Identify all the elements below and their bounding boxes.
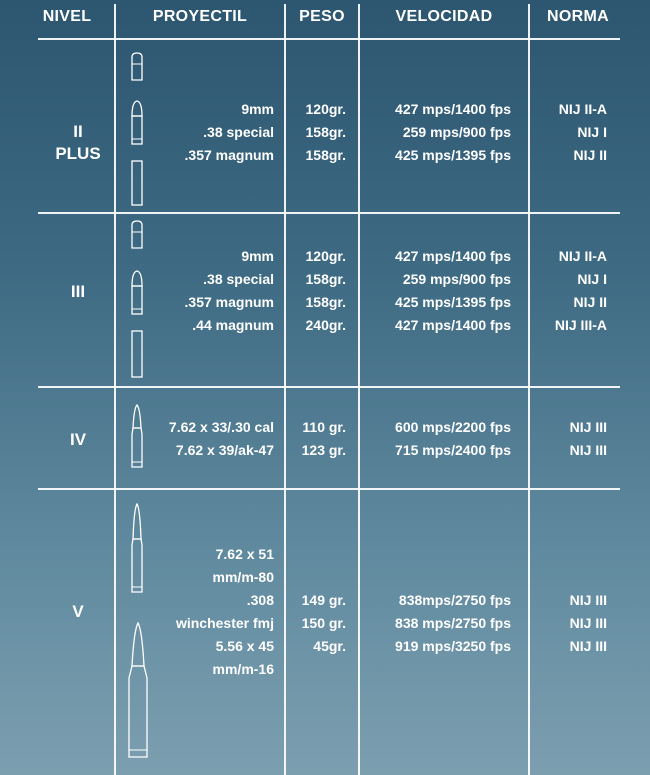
norma-value: NIJ II-A (558, 248, 607, 264)
velocidad-cell (360, 589, 511, 658)
peso-value: 240gr. (305, 317, 346, 333)
proyectil-value: .357 magnum (184, 147, 274, 163)
velocidad-value: 427 mps/1400 fps (395, 317, 511, 333)
peso-value: 158gr. (305, 147, 346, 163)
peso-value: 158gr. (305, 124, 346, 140)
proyectil-value: 9mm (241, 101, 274, 117)
norma-value: NIJ III (569, 638, 607, 654)
peso-value: 158gr. (305, 294, 346, 310)
proyectil-value: .308 (246, 592, 274, 608)
peso-cell (286, 98, 346, 167)
nivel-label: IV (69, 430, 87, 449)
header-norma: NORMA (547, 8, 609, 25)
header-nivel: NIVEL (42, 8, 92, 25)
nivel-label: V (72, 602, 84, 621)
proyectil-cell (130, 98, 274, 167)
row-divider (38, 488, 620, 490)
velocidad-value: 715 mps/2400 fps (395, 442, 511, 458)
peso-value: 150 gr. (301, 615, 346, 631)
norma-cell (530, 98, 607, 167)
proyectil-value: 5.56 x 45 (215, 638, 274, 654)
peso-value: 120gr. (305, 101, 346, 117)
proyectil-value: .38 special (203, 124, 274, 140)
proyectil-value: .44 magnum (192, 317, 274, 333)
pistol-case-icon (130, 52, 144, 82)
peso-value: 123 gr. (301, 442, 346, 458)
long-rifle-cartridge-icon (129, 503, 145, 595)
peso-cell (286, 589, 346, 658)
nivel-label: II (73, 122, 83, 141)
proyectil-value: 7.62 x 51 (215, 546, 274, 562)
row-divider (38, 38, 620, 40)
peso-cell (286, 416, 346, 462)
velocidad-value: 259 mps/900 fps (402, 271, 511, 287)
norma-value: NIJ II (573, 147, 607, 163)
velocidad-value: 259 mps/900 fps (402, 124, 511, 140)
column-divider (114, 4, 116, 775)
norma-cell (530, 245, 607, 337)
norma-value: NIJ I (577, 124, 607, 140)
proyectil-value: 7.62 x 39/ak-47 (175, 442, 274, 458)
peso-value: 149 gr. (301, 592, 346, 608)
velocidad-value: 427 mps/1400 fps (395, 101, 511, 117)
proyectil-value: 7.62 x 33/.30 cal (168, 419, 274, 435)
norma-value: NIJ I (577, 271, 607, 287)
norma-value: NIJ III (569, 615, 607, 631)
velocidad-cell (360, 416, 511, 462)
velocidad-value: 838 mps/2750 fps (395, 615, 511, 631)
norma-cell (530, 416, 607, 462)
nivel-iv (38, 429, 118, 451)
velocidad-cell (360, 245, 511, 337)
velocidad-value: 427 mps/1400 fps (395, 248, 511, 264)
proyectil-cell (155, 543, 274, 681)
proyectil-value: mm/m-16 (212, 661, 274, 677)
norma-value: NIJ II (573, 294, 607, 310)
header-proyectil: PROYECTIL (152, 8, 248, 25)
norma-value: NIJ II-A (558, 101, 607, 117)
velocidad-value: 919 mps/3250 fps (395, 638, 511, 654)
header-peso: PESO (299, 8, 345, 25)
proyectil-cell (130, 245, 274, 337)
row-divider (38, 212, 620, 214)
norma-cell (530, 589, 607, 658)
proyectil-value: mm/m-80 (212, 569, 274, 585)
proyectil-value: .38 special (203, 271, 274, 287)
peso-value: 110 gr. (302, 419, 346, 435)
proyectil-cell (130, 416, 274, 462)
norma-value: NIJ III (569, 592, 607, 608)
norma-value: NIJ III-A (554, 317, 607, 333)
velocidad-cell (360, 98, 511, 167)
proyectil-value: .357 magnum (184, 294, 274, 310)
velocidad-value: 600 mps/2200 fps (395, 419, 511, 435)
nivel-iii (38, 281, 118, 303)
peso-value: 45gr. (313, 638, 346, 654)
peso-value: 120gr. (305, 248, 346, 264)
proyectil-value: 9mm (241, 248, 274, 264)
revolver-case-icon (130, 330, 144, 378)
norma-value: NIJ III (569, 419, 607, 435)
velocidad-value: 425 mps/1395 fps (395, 147, 511, 163)
nivel-v (38, 601, 118, 623)
nivel-ii-plus (38, 121, 118, 165)
velocidad-value: 838mps/2750 fps (398, 592, 511, 608)
large-rifle-cartridge-icon (126, 622, 150, 760)
row-divider (38, 386, 620, 388)
header-velocidad: VELOCIDAD (395, 8, 493, 25)
nivel-label: PLUS (55, 144, 101, 163)
nivel-label: III (70, 282, 86, 301)
norma-value: NIJ III (569, 442, 607, 458)
peso-cell (286, 245, 346, 337)
proyectil-value: winchester fmj (175, 615, 274, 631)
peso-value: 158gr. (305, 271, 346, 287)
velocidad-value: 425 mps/1395 fps (395, 294, 511, 310)
